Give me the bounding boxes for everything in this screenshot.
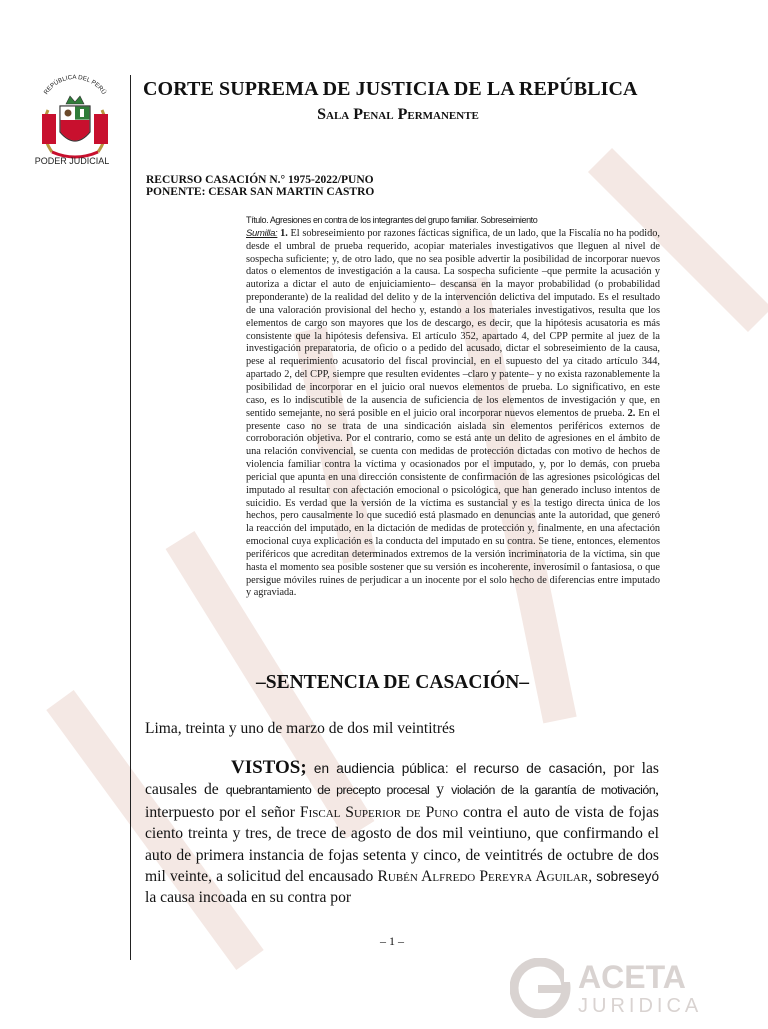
sumilla-paragraph-1: El sobreseimiento por razones fácticas significa, de un lado, que la Fiscalía no ha podido, desde el umbral de prueba requerido, acopiar materiales investigativos que lleguen al nivel de sospecha suficiente; y, de otro lado, que no sea posible advertir la posibilidad de incorporar nuevos datos o elementos de investigación a la causa. La sospecha suficiente –que permite la acusación y autoriza a dictar el auto de enjuiciamiento– descansa en la mayor probabilidad (o probabilidad preponderante) de la realidad del delito y de la intervención delictiva del imputado. Es el resultado de una valoración provisional del hecho y, estando a los materiales investigativos, resulta que los elementos de cargo son mayores que los de descargo, es decir, que la hipótesis acusatoria es más consistente que la hipótesis defensiva. El artículo 352, apartado 4, del CPP permite al juez de la investigación preparatoria, de oficio o a pedido del acusado, dictar el sobreseimiento de la causa, pese al requerimiento acusatorio del fiscal provincial, en el supuesto del ya citado artículo 344, apartado 2, del CPP, siempre que resulten evidentes –claro y patente– y no exista razonablemente la posibilidad de incorporar en el juicio oral nuevos elementos de prueba. Lo significativo, en este caso, es lo indiscutible de la ausencia de suficiencia de los elementos de investigación y que, en sentido semejante, no será posible en el juicio oral incorporar nuevos elementos de prueba. xyxy=(246,227,660,419)
vistos-text-7: la causa incoada en su contra por xyxy=(145,889,352,907)
sentencia-heading: –SENTENCIA DE CASACIÓN– xyxy=(256,672,530,693)
seal-arc-text: REPÚBLICA DEL PERÚ xyxy=(42,73,108,96)
encausado-name: Rubén Alfredo Pereyra Aguilar xyxy=(377,868,589,886)
case-info xyxy=(146,174,374,198)
causal-motivacion: violación de la garantía de motivación xyxy=(451,783,656,798)
court-title: CORTE SUPREMA DE JUSTICIA DE LA REPÚBLICA xyxy=(143,78,638,100)
sumilla-text xyxy=(246,228,660,600)
poder-judicial-seal xyxy=(30,70,120,170)
vistos-text-1: en audiencia pública: el xyxy=(306,761,474,776)
margin-rule xyxy=(130,75,131,960)
sumilla-label: Sumilla: xyxy=(246,227,278,239)
vistos-text-5: contra el auto de vista de fojas ciento treinta y tres, de trece de agosto de dos mil veintiuno, que confirmando el auto de primera instancia de fojas setenta y cinco, de veintitrés de octubre de dos mil veinte, a solicitud del encausado xyxy=(145,803,659,886)
svg-text:REPÚBLICA DEL PERÚ xyxy=(43,74,108,96)
causal-quebrantamiento: quebrantamiento de precepto procesal xyxy=(225,783,430,798)
vistos-paragraph xyxy=(145,757,659,909)
date-line: Lima, treinta y uno de marzo de dos mil veintitrés xyxy=(145,720,455,737)
vistos-text-2: , por las causales de xyxy=(145,760,660,799)
vistos-text-6: , xyxy=(588,868,597,886)
page-number: – 1 – xyxy=(380,934,404,948)
vistos-text-3: y xyxy=(429,781,452,799)
brand-line-2: JURIDICA xyxy=(578,995,703,1017)
sumilla-p2-number: 2. xyxy=(627,407,636,419)
brand-line-1: ACETA xyxy=(578,959,686,995)
fiscal-superior: Fiscal Superior de Puno xyxy=(299,803,459,821)
vistos-word: VISTOS; xyxy=(231,757,307,778)
vistos-text-4: , interpuesto por el señor xyxy=(145,781,660,821)
sumilla-p1-number: 1. xyxy=(280,227,288,239)
recurso-number: RECURSO CASACIÓN N.° 1975-2022/PUNO xyxy=(146,174,374,186)
sala-title: Sala Penal Permanente xyxy=(317,106,479,123)
sumilla-title: Título. Agresiones en contra de los integrantes del grupo familiar. Sobreseimiento xyxy=(246,215,538,225)
sumilla-paragraph-2: En el presente caso no se trata de una sindicación aislada sin elementos periféricos externos de corroboración objetiva. Por el contrario, como se está ante un delito de agresiones en el ámbito de una relación convivencial, se cuenta con medidas de protección dictadas con motivo de hechos de violencia familiar contra la víctima y ocasionados por el imputado, y, por lo demás, con prueba pericial que apunta en una dirección consistente de confirmación de las agresiones psicológicas del imputado al resultar con afectación emocional o psicológica, que han generado incluso intentos de suicidio. Es verdad que la versión de la víctima es sustancial y es la testigo directa única de los hechos, pero causalmente lo que sucedió está plasmado en denuncias ante la autoridad, que generó la reacción del imputado, en la dictación de medidas de protección y, finalmente, en una afectación emocional cuya explicación es la conducta del imputado en su contra. Se tiene, entonces, elementos periféricos que acreditan determinados extremos de la versión incriminatoria de la víctima, sin que hasta el momento sea posible sostener que su versión es incoherente, inverosímil o fantasiosa, o que persigue móviles ruines de perjudicar a un inocente por el solo hecho de diferencias entre imputado y agraviada. xyxy=(246,407,660,599)
sobreseyo-term: sobreseyó xyxy=(596,869,659,885)
sumilla-block xyxy=(246,214,660,600)
gaceta-juridica-logo xyxy=(510,958,750,1018)
recurso-casacion-term: recurso de casación xyxy=(473,761,603,776)
ponente: PONENTE: CESAR SAN MARTIN CASTRO xyxy=(146,186,375,198)
seal-label: PODER JUDICIAL xyxy=(34,156,110,166)
